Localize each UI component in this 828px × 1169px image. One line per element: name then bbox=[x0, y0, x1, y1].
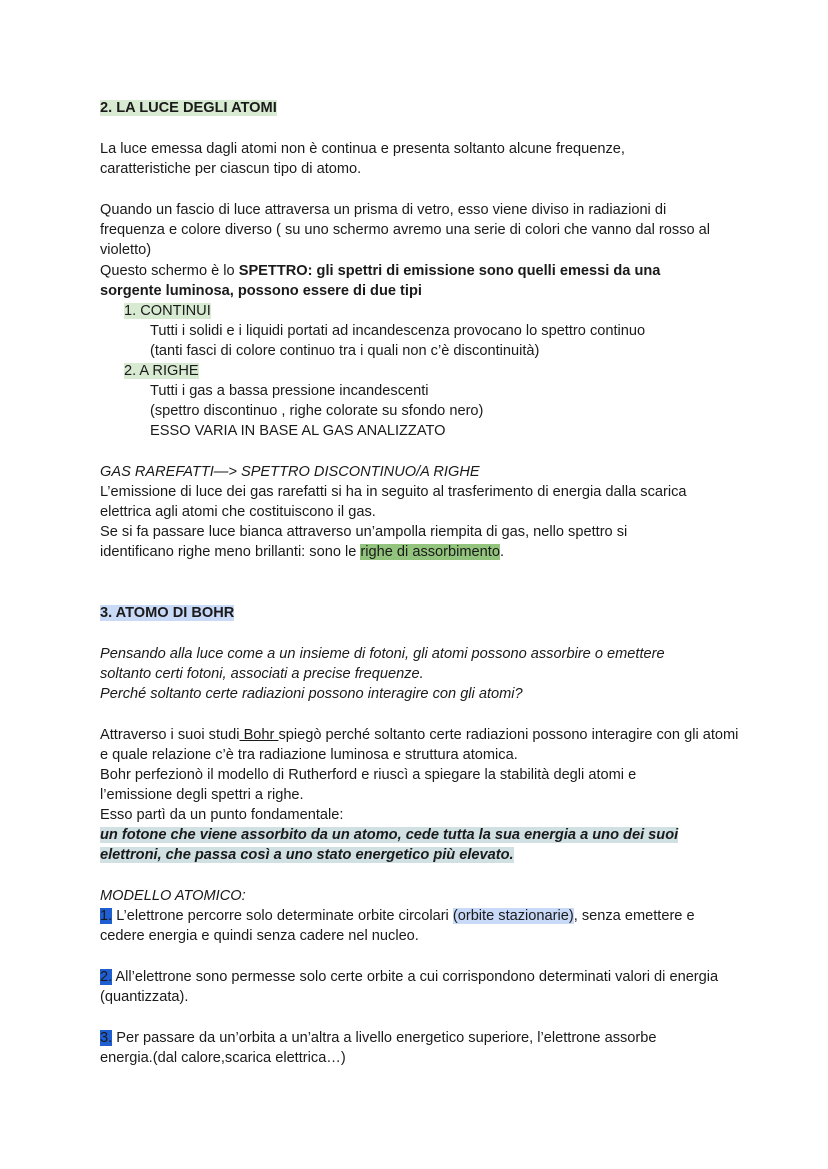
section-3-paragraph-1: Attraverso i suoi studi Bohr spiegò perché soltanto certe radiazioni possono interagire con gli atomi e quale relazione c’è tra radiazione luminosa e struttura atomica. bbox=[100, 727, 739, 763]
section-2-paragraph-3: Questo schermo è lo SPETTRO: gli spettri di emissione sono quelli emessi da una sorgente luminosa, possono essere di due tipi bbox=[100, 263, 661, 299]
section-3-title: 3. ATOMO DI BOHR bbox=[100, 605, 235, 621]
modello-atomico-heading: MODELLO ATOMICO: bbox=[100, 888, 246, 904]
section-3-key-statement: un fotone che viene assorbito da un atomo, cede tutta la sua energia a uno dei suoi elettroni, che passa così a uno stato energetico più elevato. bbox=[100, 827, 679, 863]
model-point-2: 2. All’elettrone sono permesse solo certe orbite a cui corrispondono determinati valori di energia (quantizzata). bbox=[100, 969, 719, 1005]
section-3-paragraph-3: Esso partì da un punto fondamentale: bbox=[100, 807, 344, 823]
model-point-3: 3. Per passare da un’orbita a un’altra a livello energetico superiore, l’elettrone assorbe energia.(dal calore,scarica elettrica…) bbox=[100, 1030, 657, 1066]
list-item-continui-line-2: (tanti fasci di colore continuo tra i quali non c’è discontinuità) bbox=[150, 343, 540, 359]
gas-rarefatti-heading: GAS RAREFATTI—> SPETTRO DISCONTINUO/A RIGHE bbox=[100, 464, 480, 480]
section-3-italic-2: Perché soltanto certe radiazioni possono interagire con gli atomi? bbox=[100, 686, 523, 702]
section-2-paragraph-4: L’emissione di luce dei gas rarefatti si ha in seguito al trasferimento di energia dalla scarica elettrica agli atomi che costituiscono il gas. bbox=[100, 484, 687, 520]
list-item-a-righe-line-2: (spettro discontinuo , righe colorate su sfondo nero) bbox=[150, 403, 484, 419]
list-item-a-righe: 2. A RIGHE bbox=[124, 363, 199, 379]
list-item-continui: 1. CONTINUI bbox=[124, 303, 211, 319]
section-2-paragraph-5: Se si fa passare luce bianca attraverso un’ampolla riempita di gas, nello spettro si identificano righe meno brillanti: sono le righe di assorbimento. bbox=[100, 524, 628, 560]
section-2-title: 2. LA LUCE DEGLI ATOMI bbox=[100, 100, 277, 116]
section-3-paragraph-2: Bohr perfezionò il modello di Rutherford e riuscì a spiegare la stabilità degli atomi e l’emissione degli spettri a righe. bbox=[100, 767, 637, 803]
list-item-continui-line-1: Tutti i solidi e i liquidi portati ad incandescenza provocano lo spettro continuo bbox=[150, 323, 646, 339]
model-point-1: 1. L’elettrone percorre solo determinate orbite circolari (orbite stazionarie), senza emettere e cedere energia e quindi senza cadere nel nucleo. bbox=[100, 908, 695, 944]
section-2-paragraph-2: Quando un fascio di luce attraversa un prisma di vetro, esso viene diviso in radiazioni di frequenza e colore diverso ( su uno schermo avremo una serie di colori che vanno dal rosso al violetto) bbox=[100, 202, 711, 258]
bohr-link[interactable]: Bohr bbox=[239, 727, 279, 743]
section-3-italic-1: Pensando alla luce come a un insieme di fotoni, gli atomi possono assorbire o emettere soltanto certi fotoni, associati a precise frequenze. bbox=[100, 646, 665, 682]
list-item-a-righe-line-1: Tutti i gas a bassa pressione incandescenti bbox=[150, 383, 429, 399]
list-item-a-righe-line-3: ESSO VARIA IN BASE AL GAS ANALIZZATO bbox=[150, 423, 446, 439]
section-2-paragraph-1: La luce emessa dagli atomi non è continua e presenta soltanto alcune frequenze, caratteristiche per ciascun tipo di atomo. bbox=[100, 141, 625, 177]
